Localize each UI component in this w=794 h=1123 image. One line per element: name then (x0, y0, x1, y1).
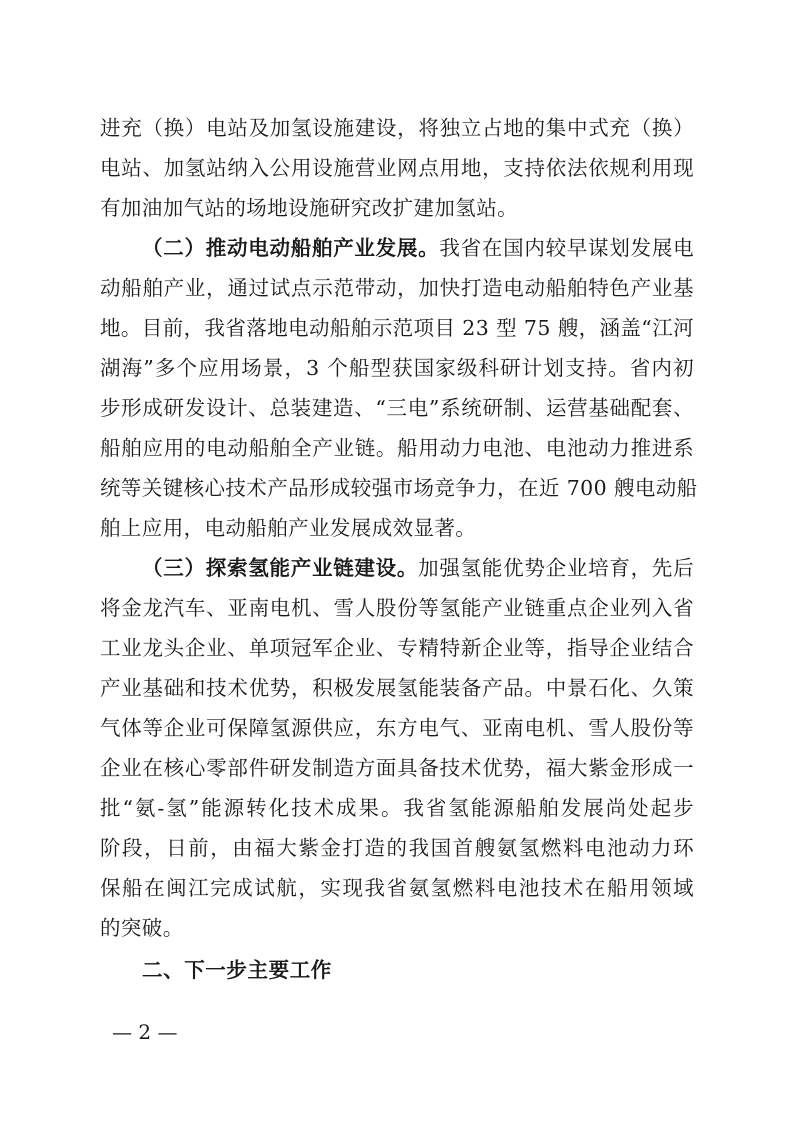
section-2-first-line (142, 231, 694, 265)
intro-line-1: 进充（换）电站及加氢设施建设，将独立占地的集中式充（换） (100, 116, 694, 140)
section-2-line: 湖海”多个应用场景，3 个船型获国家级科研计划支持。省内初 (100, 356, 694, 380)
section-heading-next-steps: 二、下一步主要工作 (142, 958, 332, 982)
section-3-line: 将金龙汽车、亚南电机、雪人股份等氢能产业链重点企业列入省 (100, 596, 694, 620)
section-3-line: 批“氨-氢”能源转化技术成果。我省氢能源船舶发展尚处起步 (100, 796, 694, 820)
section-3-line: 工业龙头企业、单项冠军企业、专精特新企业等，指导企业结合 (100, 636, 694, 660)
section-2-line: 地。目前，我省落地电动船舶示范项目 23 型 75 艘，涵盖“江河 (100, 316, 694, 340)
section-2-line: 船舶应用的电动船舶全产业链。船用动力电池、电池动力推进系 (100, 436, 694, 460)
intro-line-2: 电站、加氢站纳入公用设施营业网点用地，支持依法依规利用现 (100, 156, 694, 180)
section-3-line: 的突破。 (100, 916, 184, 940)
section-3-heading: （三）探索氢能产业链建设。 (142, 556, 419, 580)
section-2-heading: （二）推动电动船舶产业发展。 (142, 236, 440, 260)
section-3-line: 气体等企业可保障氢源供应，东方电气、亚南电机、雪人股份等 (100, 716, 694, 740)
section-3-line: 保船在闽江完成试航，实现我省氨氢燃料电池技术在船用领域 (100, 876, 694, 900)
section-2-line: 统等关键核心技术产品形成较强市场竞争力，在近 700 艘电动船 (100, 476, 698, 500)
section-2-first-line-text: 我省在国内较早谋划发展电 (439, 236, 694, 260)
intro-line-3: 有加油加气站的场地设施研究改扩建加氢站。 (100, 196, 518, 220)
section-2-line: 舶上应用，电动船舶产业发展成效显著。 (100, 516, 477, 540)
section-2-line: 动船舶产业，通过试点示范带动，加快打造电动船舶特色产业基 (100, 276, 694, 300)
section-3-first-line-text: 加强氢能优势企业培育，先后 (418, 556, 694, 580)
section-2-line: 步形成研发设计、总装建造、“三电”系统研制、运营基础配套、 (100, 396, 694, 420)
section-3-line: 产业基础和技术优势，积极发展氢能装备产品。中景石化、久策 (100, 676, 694, 700)
section-3-first-line (142, 551, 694, 585)
page-number: — 2 — (112, 1020, 178, 1044)
section-3-line: 阶段，日前，由福大紫金打造的我国首艘氨氢燃料电池动力环 (100, 836, 694, 860)
section-3-line: 企业在核心零部件研发制造方面具备技术优势，福大紫金形成一 (100, 756, 694, 780)
